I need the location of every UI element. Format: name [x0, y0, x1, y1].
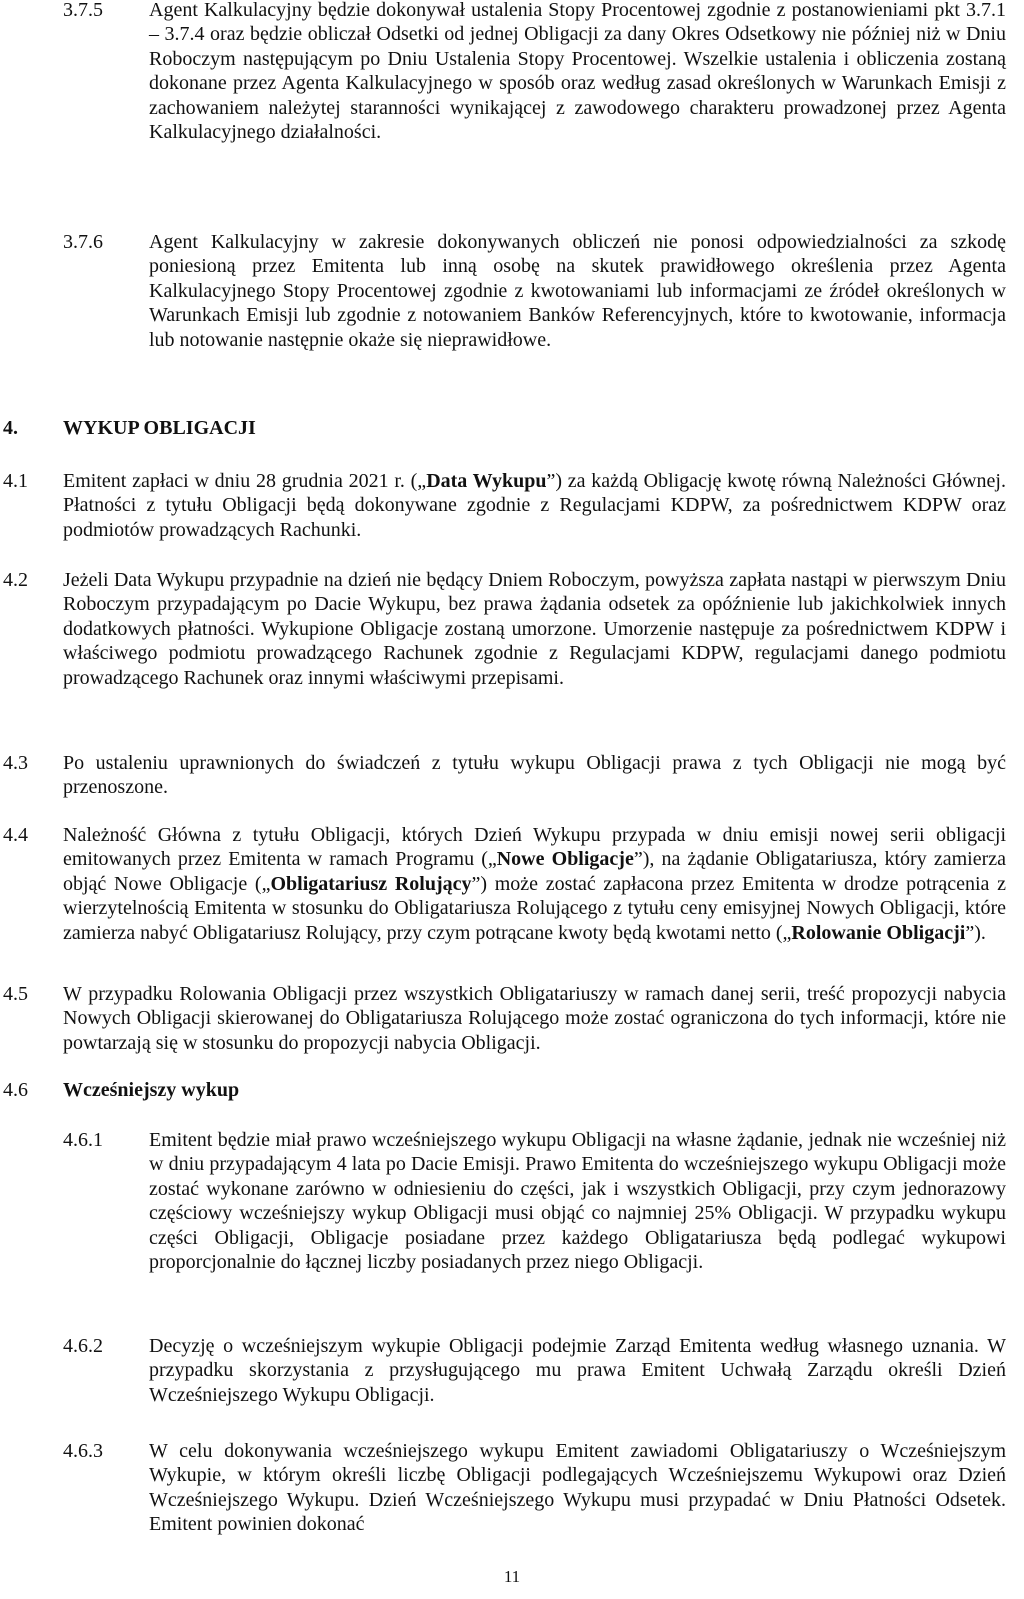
section-number: 4. — [3, 417, 18, 439]
page-number: 11 — [503, 1567, 521, 1586]
section-number: 3.7.5 — [63, 0, 103, 21]
defined-term: Nowe Obligacje — [496, 848, 634, 871]
section-title: WYKUP OBLIGACJI — [63, 417, 256, 439]
defined-term: Obligatariusz Rolujący — [270, 872, 472, 895]
section-text: Emitent zapłaci w dniu 28 grudnia 2021 r. („Data Wykupu”) za każdą Obligację kwotę równą Należności Głównej. Płatności z tytułu Obligacji będą dokonywane zgodnie z Regulacjami KDPW, za pośrednictwem KDPW oraz podmiotów prowadzących Rachunki. — [63, 470, 1006, 541]
section-number: 4.2 — [3, 569, 28, 591]
defined-term: Rolowanie Obligacji — [791, 921, 966, 944]
section-number: 4.6.2 — [63, 1335, 103, 1357]
section-text: Agent Kalkulacyjny w zakresie dokonywanych obliczeń nie ponosi odpowiedzialności za szkodę poniesioną przez Emitenta lub inną osobę na skutek prawidłowego określenia przez Agenta Kalkulacyjnego Stopy Procentowej zgodnie z kwotowaniami lub informacjami ze źródeł określonych w Warunkach Emisji lub zgodnie z notowaniem Banków Referencyjnych, które to kwotowanie, informacja lub notowanie następnie okaże się nieprawidłowe. — [149, 231, 1006, 351]
section-number: 3.7.6 — [63, 231, 103, 253]
section-text: Decyzję o wcześniejszym wykupie Obligacji podejmie Zarząd Emitenta według własnego uznania. W przypadku skorzystania z przysługującego mu prawa Emitent Uchwałą Zarządu określi Dzień Wcześniejszego Wykupu Obligacji. — [149, 1335, 1006, 1406]
section-number: 4.6 — [3, 1079, 28, 1101]
section-text: Po ustaleniu uprawnionych do świadczeń z tytułu wykupu Obligacji prawa z tych Obligacji nie mogą być przenoszone. — [63, 752, 1006, 799]
section-title: Wcześniejszy wykup — [63, 1079, 240, 1101]
section-text: Emitent będzie miał prawo wcześniejszego wykupu Obligacji na własne żądanie, jednak nie wcześniej niż w dniu przypadającym 4 lata po Dacie Emisji. Prawo Emitenta do wcześniejszego wykupu Obligacji może zostać wykonane zarówno w odniesieniu do części, jak i wszystkich Obligacji, przy czym jednorazowy częściowy wcześniejszy wykup Obligacji musi objąć co najmniej 25% Obligacji. W przypadku wykupu części Obligacji, Obligacje posiadane przez każdego Obligatariusza będą podlegać wykupowi proporcjonalnie do łącznej liczby posiadanych przez niego Obligacji. — [149, 1129, 1006, 1274]
section-number: 4.3 — [3, 752, 28, 774]
section-text: W przypadku Rolowania Obligacji przez wszystkich Obligatariuszy w ramach danej serii, treść propozycji nabycia Nowych Obligacji skierowanej do Obligatariusza Rolującego może zostać ograniczona do tych informacji, które nie powtarzają się w stosunku do propozycji nabycia Obligacji. — [63, 983, 1006, 1054]
section-number: 4.5 — [3, 983, 28, 1005]
section-number: 4.6.3 — [63, 1440, 103, 1462]
section-text: W celu dokonywania wcześniejszego wykupu Emitent zawiadomi Obligatariuszy o Wcześniejszym Wykupie, w którym określi liczbę Obligacji podlegających Wcześniejszemu Wykupowi oraz Dzień Wcześniejszego Wykupu. Dzień Wcześniejszego Wykupu musi przypadać w Dniu Płatności Odsetek. Emitent powinien dokonać — [149, 1440, 1006, 1536]
section-text: Należność Główna z tytułu Obligacji, których Dzień Wykupu przypada w dniu emisji nowej serii obligacji emitowanych przez Emitenta w ramach Programu („Nowe Obligacje”), na żądanie Obligatariusza, który zamierza objąć Nowe Obligacje („Obligatariusz Rolujący”) może zostać zapłacona przez Emitenta w drodze potrącenia z wierzytelnością Emitenta w stosunku do Obligatariusza Rolującego z tytułu ceny emisyjnej Nowych Obligacji, które zamierza nabyć Obligatariusz Rolujący, przy czym potrącane kwoty będą kwotami netto („Rolowanie Obligacji”). — [63, 824, 1007, 944]
section-number: 4.1 — [3, 470, 28, 492]
section-number: 4.4 — [3, 824, 28, 846]
defined-term: Data Wykupu — [426, 470, 547, 492]
section-text: Jeżeli Data Wykupu przypadnie na dzień nie będący Dniem Roboczym, powyższa zapłata nastąpi w pierwszym Dniu Roboczym przypadającym po Dacie Wykupu, bez prawa żądania odsetek za opóźnienie lub jakichkolwiek innych dodatkowych płatności. Wykupione Obligacje zostaną umorzone. Umorzenie następuje za pośrednictwem KDPW i właściwego podmiotu prowadzącego Rachunek zgodnie z Regulacjami KDPW, regulacjami danego podmiotu prowadzącego Rachunek oraz innymi właściwymi przepisami. — [63, 569, 1006, 689]
section-number: 4.6.1 — [63, 1129, 103, 1151]
section-text: Agent Kalkulacyjny będzie dokonywał ustalenia Stopy Procentowej zgodnie z postanowieniami pkt 3.7.1 – 3.7.4 oraz będzie obliczał Odsetki od jednej Obligacji za dany Okres Odsetkowy nie później niż w Dniu Roboczym następującym po Dniu Ustalenia Stopy Procentowej. Wszelkie ustalenia i obliczenia zostaną dokonane przez Agenta Kalkulacyjnego w sposób oraz według zasad określonych w Warunkach Emisji z zachowaniem należytej staranności wynikającej z zawodowego charakteru prowadzonej przez Agenta Kalkulacyjnego działalności. — [149, 0, 1006, 144]
